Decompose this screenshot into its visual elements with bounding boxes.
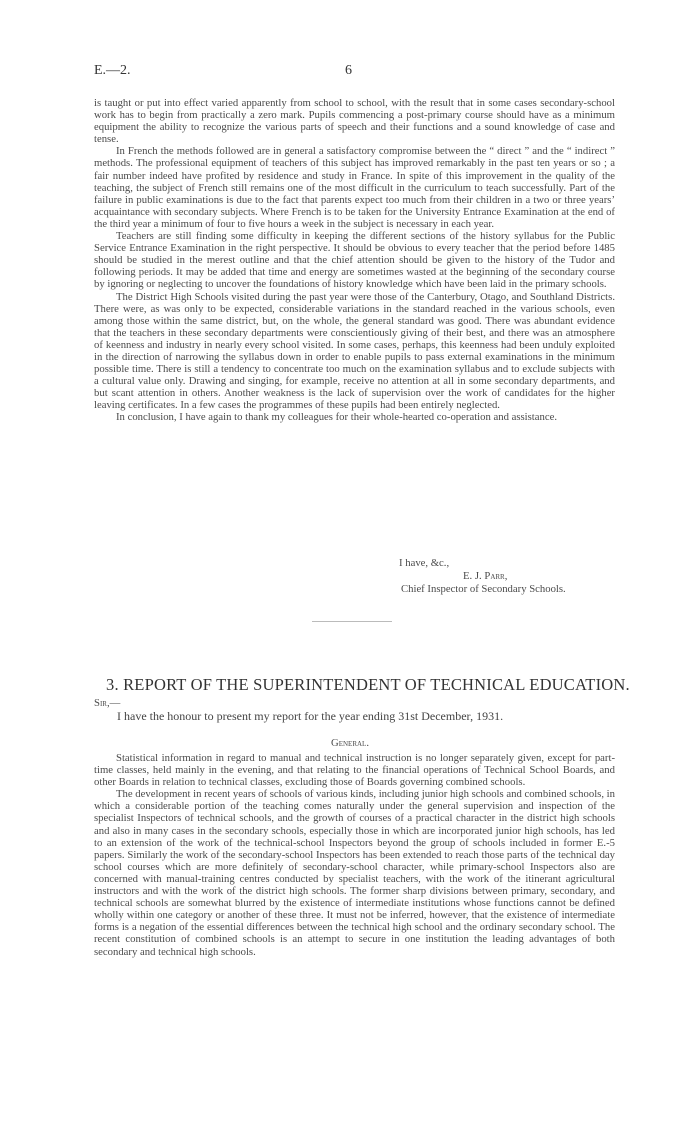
subheading-general: General. <box>331 737 369 749</box>
paragraph: The development in recent years of schools of various kinds, including junior high schools and combined schools, in which a considerable portion of the teaching comes naturally under the general supervision and inspection of the specialist Inspectors of technical schools, and the growth of courses of a practical character in the district high schools and also in many cases in the secondary schools, especially those in which are incorporated junior high schools, has led to an extension of the work of the technical-school Inspectors beyond the group of schools included in former E.-5 papers. Similarly the work of the secondary-school Inspectors has been extended to reach those parts of the technical day school courses which are more definitely of secondary-school character, while primary-school Inspectors also are concerned with manual-training centres conducted by specialist teachers, with the work of the itinerant agricultural instructors and with the work of the district high schools. The former sharp divisions between primary, secondary, and technical schools are somewhat blurred by the existence of intermediate institutions whose functions cannot be defined wholly within one category or another of these three. It must not be inferred, however, that the existence of intermediate forms is a negation of the essential differences between the technical high school and the ordinary secondary school. The recent constitution of combined schools is an attempt to secure in one institution the leading advantages of both secondary and technical high schools. <box>94 788 615 958</box>
paragraph: Statistical information in regard to manual and technical instruction is no longer separately given, except for part-time classes, held mainly in the evening, and that relating to the financial operations of Technical School Boards, and other Boards in relation to technical classes, excluding those of Boards governing combined schools. <box>94 752 615 789</box>
paragraph: In French the methods followed are in general a satisfactory compromise between the “ direct ” and the “ indirect ” methods. The professional equipment of teachers of this subject has improved remarkably in the past ten years or so ; a fair number indeed have profited by residence and study in France. In spite of this improvement in the quality of the teaching, the subject of French still remains one of the most difficult in the curriculum to teach successfully. Part of the failure in public examinations is due to the fact that parents expect too much from their children in a two or three years’ acquaintance with secondary subjects. Where French is to be taken for the University Entrance Examination at the end of the third year a minimum of four to five hours a week in the subject is necessary in each year. <box>94 145 615 230</box>
section-divider <box>312 621 392 622</box>
section-two-body <box>94 752 615 958</box>
paragraph: The District High Schools visited during the past year were those of the Canterbury, Otago, and Southland Districts. There were, as was only to be expected, considerable variations in the standard reached in the various schools, even among those within the same district, but, on the whole, the general standard was good. There was abundant evidence that the teachers in these secondary departments were conscientiously giving of their best, and there was an atmosphere of keenness and industry in nearly every school visited. In some cases, perhaps, this keenness had been unduly exploited in the direction of narrowing the syllabus down in order to enable pupils to pass external examinations in the minimum possible time. There is still a tendency to concentrate too much on the examination syllabus and to exclude subjects with a cultural value only. Drawing and singing, for example, receive no attention at all in some secondary departments, and but scant attention in others. Another weakness is the lack of supervision over the work of candidates for the higher leaving certificates. In a few cases the programmes of these pupils had been entirely neglected. <box>94 290 615 412</box>
salutation: Sir,— <box>94 697 121 709</box>
signoff-title: Chief Inspector of Secondary Schools. <box>401 583 566 595</box>
paragraph: is taught or put into effect varied apparently from school to school, with the result that in some cases secondary-school work has to begin from practically a zero mark. Pupils commencing a post-primary course should have as a minimum equipment the ability to recognize the various parts of speech and their functions and a sound knowledge of case and tense. <box>94 97 615 146</box>
signoff-closing: I have, &c., <box>399 557 450 569</box>
page-number: 6 <box>345 63 352 78</box>
signoff-name: E. J. Parr, <box>463 570 508 582</box>
paragraph: In conclusion, I have again to thank my colleagues for their whole-hearted co-operation and assistance. <box>116 411 557 424</box>
report-heading: 3. REPORT OF THE SUPERINTENDENT OF TECHNICAL EDUCATION. <box>106 675 630 694</box>
opening-sentence: I have the honour to present my report for the year ending 31st December, 1931. <box>117 709 504 723</box>
paragraph: Teachers are still finding some difficulty in keeping the different sections of the history syllabus for the Public Service Entrance Examination in the right perspective. It should be obvious to every teacher that the period before 1485 should be studied in the merest outline and that the chief attention should be given to the history of the Tudor and following periods. It may be added that time and energy are sometimes wasted at the beginning of the secondary course by ignoring or neglecting to uncover the foundations of history knowledge which have been laid in the primary schools. <box>94 230 615 291</box>
document-reference: E.—2. <box>94 63 131 78</box>
section-one-body <box>94 97 615 424</box>
